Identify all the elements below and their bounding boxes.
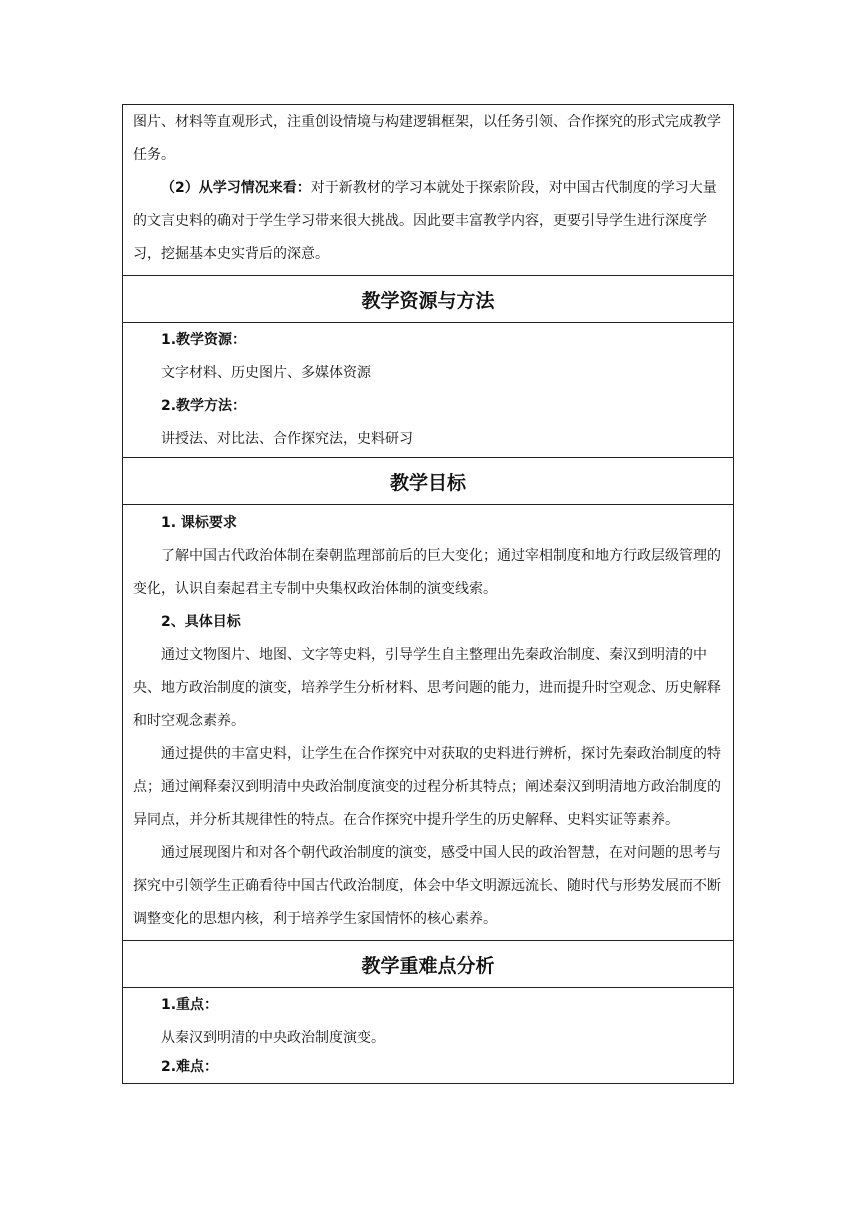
resources-text: 文字材料、历史图片、多媒体资源: [161, 365, 371, 381]
resources-cell: [123, 322, 733, 457]
methods-text: 讲授法、对比法、合作探究法，史料研习: [161, 431, 413, 447]
section-title-goals: 教学目标: [123, 457, 733, 504]
specific-goal-2: 通过提供的丰富史料，让学生在合作探究中对获取的史料进行辨析，探讨先秦政治制度的特点；通过阐释秦汉到明清中央政治制度演变的过程分析其特点；阐述秦汉到明清地方政治制度的异同点，并分析其规律性的特点。在合作探究中提升学生的历史解释、史料实证等素养。: [133, 746, 721, 828]
key-point-text: 从秦汉到明清的中央政治制度演变。: [161, 1030, 385, 1046]
specific-goal-3: 通过展现图片和对各个朝代政治制度的演变，感受中国人民的政治智慧，在对问题的思考与探究中引领学生正确看待中国古代政治制度，体会中华文明源远流长、随时代与形势发展而不断调整变化的思想内核，利于培养学生家国情怀的核心素养。: [133, 845, 721, 927]
specific-goals-heading: 2、具体目标: [161, 614, 241, 630]
learning-situation-text: 对于新教材的学习本就处于探索阶段，对中国古代制度的学习大量的文言史料的确对于学生学习带来很大挑战。因此要丰富教学内容，更要引导学生进行深度学习，挖掘基本史实背后的深意。: [133, 180, 717, 262]
lesson-plan-table: [122, 104, 734, 1084]
curriculum-requirements-text: 了解中国古代政治体制在秦朝监理部前后的巨大变化；通过宰相制度和地方行政层级管理的变化，认识自秦起君主专制中央集权政治体制的演变线索。: [133, 548, 721, 597]
intro-paragraph-2: [133, 172, 723, 271]
section-title-resources: 教学资源与方法: [123, 275, 733, 322]
curriculum-requirements-heading: 1. 课标要求: [161, 515, 237, 531]
goals-cell: [123, 504, 733, 940]
difficult-point-heading: 2.难点：: [161, 1059, 219, 1075]
keypoints-cell: [123, 987, 733, 1083]
section-title-keypoints: 教学重难点分析: [123, 940, 733, 987]
intro-paragraph-1: 图片、材料等直观形式，注重创设情境与构建逻辑框架，以任务引领、合作探究的形式完成教学任务。: [133, 114, 721, 163]
key-point-heading: 1.重点：: [161, 997, 219, 1013]
learning-situation-label: （2）从学习情况来看：: [161, 180, 311, 196]
resources-heading: 1.教学资源：: [161, 332, 247, 348]
methods-heading: 2.教学方法：: [161, 398, 247, 414]
learning-analysis-cell: [123, 105, 733, 275]
specific-goal-1: 通过文物图片、地图、文字等史料，引导学生自主整理出先秦政治制度、秦汉到明清的中央、地方政治制度的演变，培养学生分析材料、思考问题的能力，进而提升时空观念、历史解释和时空观念素养。: [133, 647, 721, 729]
